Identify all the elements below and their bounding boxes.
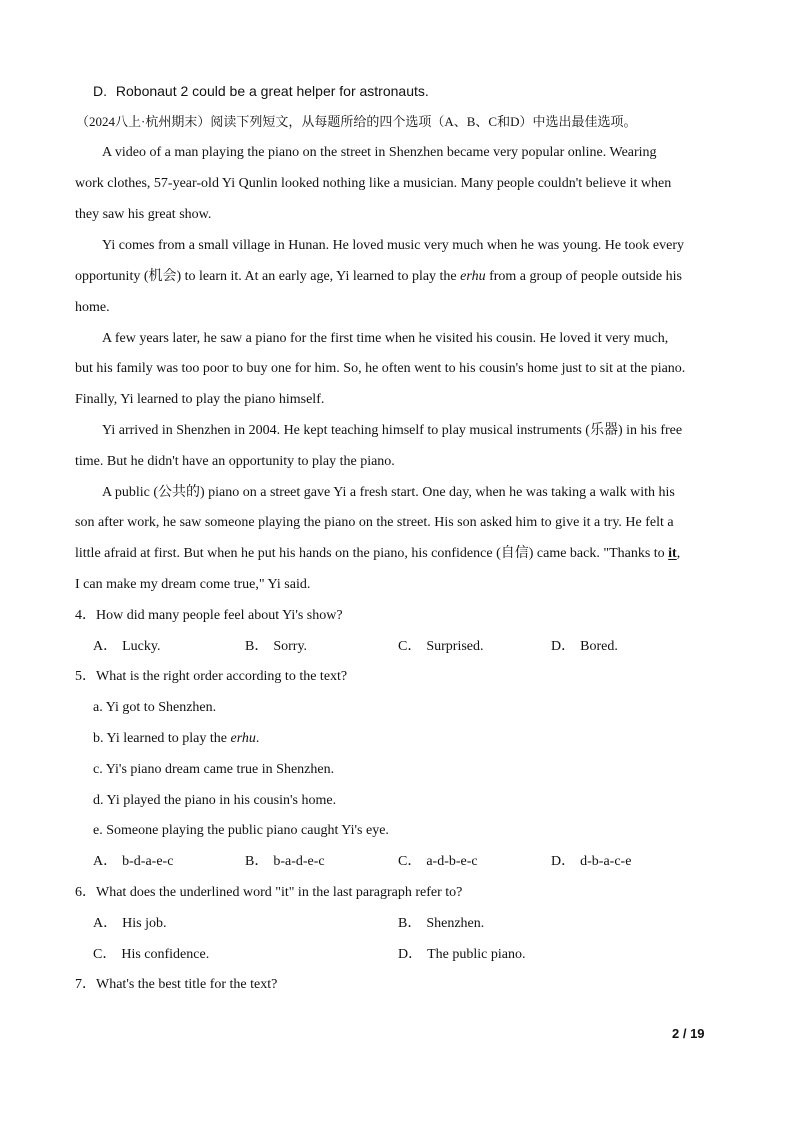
passage-p5-line-1: A public (公共的) piano on a street gave Yi a fresh start. One day, when he was taking a walk with his [102,485,675,500]
option-text: The public piano. [427,947,526,962]
passage-p1-line-3: they saw his great show. [75,207,212,222]
text-segment: . [255,731,260,746]
option-text: Surprised. [426,639,484,654]
option-text: b-d-a-e-c [122,854,174,869]
q6-option-c[interactable] [93,945,209,965]
italic-term: erhu [460,269,486,284]
q6-option-a[interactable] [93,914,166,934]
text-segment: b. Yi learned to play the [93,731,231,746]
q6-option-d[interactable] [398,945,526,965]
option-letter: A． [93,639,118,654]
passage-p4-line-2: time. But he didn't have an opportunity to play the piano. [75,454,395,469]
section-source: （2024八上·杭州期末） [76,114,211,129]
option-letter: D． [398,947,423,962]
question-text: What is the right order according to the text? [96,669,348,684]
q5-item-d: d. Yi played the piano in his cousin's home. [93,793,337,808]
passage-p3-line-1: A few years later, he saw a piano for the first time when he visited his cousin. He loved it very much, [102,331,669,346]
text-segment: little afraid at first. But when he put his hands on the piano, his confidence (自信) came back. "Thanks to [75,546,669,561]
q5-item-e: e. Someone playing the public piano caught Yi's eye. [93,823,389,838]
q5-option-c[interactable] [398,852,478,872]
question-6 [75,883,462,903]
q5-option-a[interactable] [93,852,173,872]
q4-option-a[interactable] [93,637,160,657]
option-text: d-b-a-c-e [580,854,632,869]
q5-option-d[interactable] [551,852,631,872]
question-number: 5． [75,669,96,684]
option-text: Shenzhen. [426,916,485,931]
q5-item-b [93,729,259,749]
option-letter: C． [398,639,422,654]
text-segment: , [676,546,681,561]
passage-p1-line-2: work clothes, 57-year-old Yi Qunlin looked nothing like a musician. Many people couldn't believe it when [75,176,672,191]
passage-p1-line-1: A video of a man playing the piano on the street in Shenzhen became very popular online. Wearing [102,145,657,160]
question-7 [75,975,277,995]
text-segment: from a group of people outside his [485,269,682,284]
q6-option-b[interactable] [398,914,484,934]
option-text: a-d-b-e-c [426,854,478,869]
underlined-word-it: it [668,546,677,561]
passage-p2-line-1: Yi comes from a small village in Hunan. He loved music very much when he was young. He took every [102,238,685,253]
passage-p5-line-2: son after work, he saw someone playing the piano on the street. His son asked him to give it a try. He felt a [75,515,674,530]
passage-p3-line-2: but his family was too poor to buy one for him. So, he often went to his cousin's home just to sit at the piano. [75,361,686,376]
option-text: Robonaut 2 could be a great helper for astronauts. [115,83,429,99]
option-letter: B． [398,916,422,931]
passage-p5-line-4: I can make my dream come true," Yi said. [75,577,311,592]
option-text: His job. [122,916,167,931]
option-text: Bored. [580,639,618,654]
question-number: 7． [75,977,96,992]
q5-item-a: a. Yi got to Shenzhen. [93,700,217,715]
question-text: What's the best title for the text? [96,977,278,992]
passage-p2-line-2 [75,267,682,287]
section-intro [76,112,636,132]
option-text: Lucky. [122,639,161,654]
section-instruction: 阅读下列短文，从每题所给的四个选项（A、B、C和D）中选出最佳选项。 [210,114,637,129]
q4-option-d[interactable] [551,637,618,657]
question-text: What does the underlined word "it" in the last paragraph refer to? [96,885,463,900]
option-letter: C． [93,947,117,962]
option-text: His confidence. [121,947,210,962]
page-number: 2 / 19 [672,1026,705,1041]
q4-option-b[interactable] [245,637,307,657]
italic-term: erhu [230,731,256,746]
question-5 [75,667,347,687]
option-letter: C． [398,854,422,869]
question-number: 4． [75,608,96,623]
passage-p4-line-1: Yi arrived in Shenzhen in 2004. He kept teaching himself to play musical instruments (乐器) in his free [102,423,683,438]
passage-p5-line-3 [75,544,680,564]
option-letter: D． [551,639,576,654]
q4-option-c[interactable] [398,637,484,657]
option-letter: B． [245,639,269,654]
option-text: b-a-d-e-c [273,854,325,869]
question-4 [75,606,343,626]
question-number: 6． [75,885,96,900]
option-letter: D． [551,854,576,869]
q5-option-b[interactable] [245,852,325,872]
option-text: Sorry. [273,639,308,654]
option-letter: D. [93,83,107,99]
question-text: How did many people feel about Yi's show? [96,608,343,623]
option-letter: A． [93,854,118,869]
passage-p3-line-3: Finally, Yi learned to play the piano himself. [75,392,325,407]
text-segment: opportunity (机会) to learn it. At an early age, Yi learned to play the [75,269,461,284]
q5-item-c: c. Yi's piano dream came true in Shenzhen. [93,762,335,777]
option-letter: A． [93,916,118,931]
option-letter: B． [245,854,269,869]
passage-p2-line-3: home. [75,300,110,315]
prev-question-option-d [93,81,429,101]
